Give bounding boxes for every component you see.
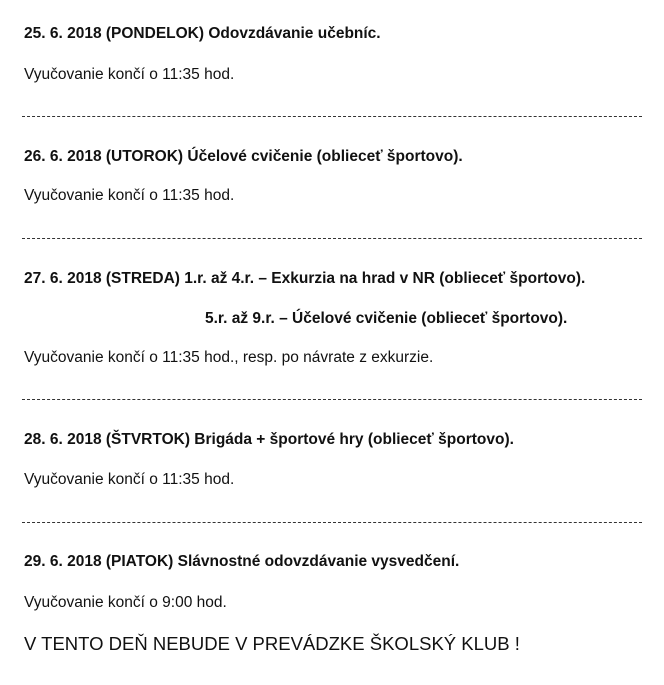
divider bbox=[22, 116, 642, 117]
day-note-friday: Vyučovanie končí o 9:00 hod. bbox=[24, 594, 227, 611]
day-note-monday: Vyučovanie končí o 11:35 hod. bbox=[24, 66, 235, 83]
day-heading-tuesday: 26. 6. 2018 (UTOROK) Účelové cvičenie (oblieceť športovo). bbox=[24, 148, 463, 165]
day-heading-thursday: 28. 6. 2018 (ŠTVRTOK) Brigáda + športové hry (oblieceť športovo). bbox=[24, 431, 514, 448]
day-note-wednesday: Vyučovanie končí o 11:35 hod., resp. po návrate z exkurzie. bbox=[24, 349, 434, 366]
divider bbox=[22, 238, 642, 239]
day-note-tuesday: Vyučovanie končí o 11:35 hod. bbox=[24, 187, 235, 204]
day-heading-wednesday: 27. 6. 2018 (STREDA) 1.r. až 4.r. – Exkurzia na hrad v NR (oblieceť športovo). bbox=[24, 270, 586, 287]
divider bbox=[22, 399, 642, 400]
final-notice: V TENTO DEŇ NEBUDE V PREVÁDZKE ŠKOLSKÝ KLUB ! bbox=[24, 633, 520, 654]
day-heading-monday: 25. 6. 2018 (PONDELOK) Odovzdávanie učebníc. bbox=[24, 25, 381, 42]
divider bbox=[22, 522, 642, 523]
day-heading-wednesday-extra: 5.r. až 9.r. – Účelové cvičenie (oblieceť športovo). bbox=[205, 310, 568, 327]
day-heading-friday: 29. 6. 2018 (PIATOK) Slávnostné odovzdávanie vysvedčení. bbox=[24, 553, 460, 570]
day-note-thursday: Vyučovanie končí o 11:35 hod. bbox=[24, 471, 235, 488]
